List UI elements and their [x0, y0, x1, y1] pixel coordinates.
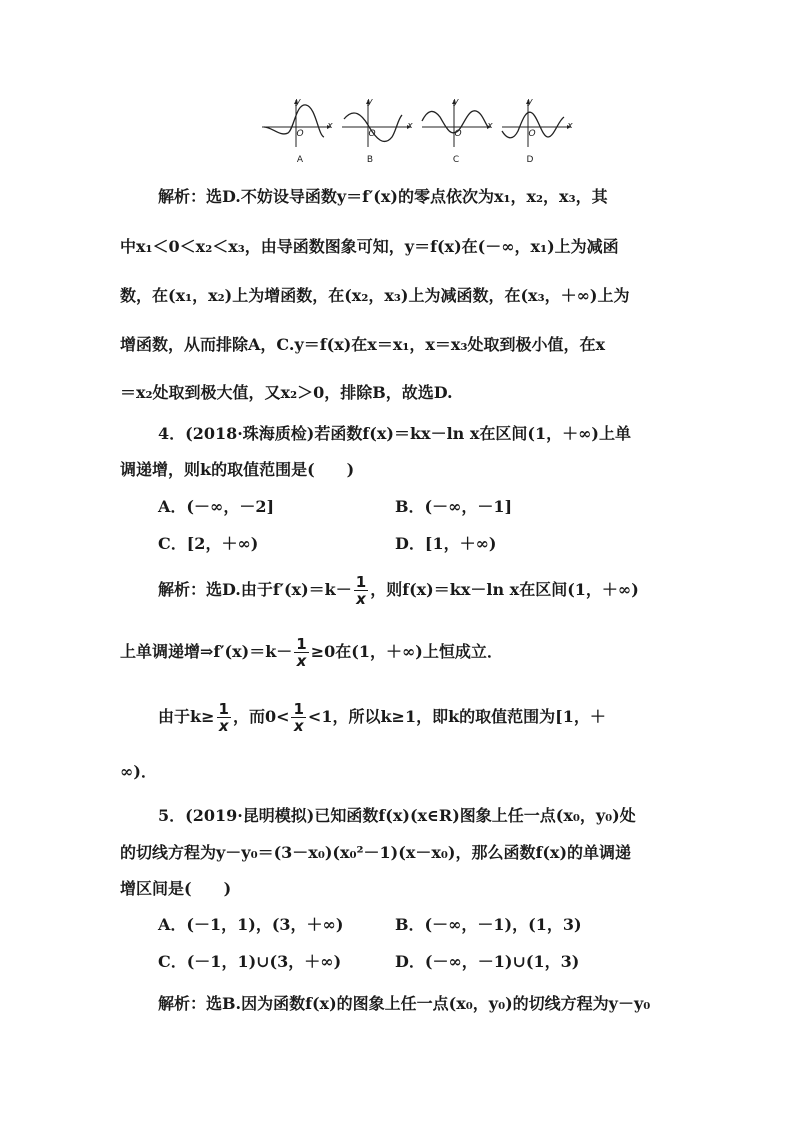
- q4-sol3-post: <1，所以k≥1，即k的取值范围为[1，＋: [307, 707, 606, 726]
- origin-label: O: [454, 129, 462, 139]
- origin-label: O: [368, 129, 376, 139]
- graph-option-d: [498, 95, 573, 170]
- fraction-denominator: x: [293, 717, 304, 735]
- fraction-one-over-x: [294, 636, 308, 669]
- fraction-numerator: 1: [296, 635, 307, 653]
- axis-y-label: y: [367, 97, 373, 107]
- q5-stem-line-2: 的切线方程为y－y₀＝(3－x₀)(x₀²－1)(x－x₀)，那么函数f(x)的单调递: [120, 843, 632, 862]
- fraction-denominator: x: [218, 717, 229, 735]
- graph-option-a: [258, 95, 333, 170]
- q5-option-c: C．(－1，1)∪(3，＋∞): [158, 952, 342, 971]
- q4-option-b: B．(－∞，－1]: [395, 497, 513, 516]
- q5-option-d: D．(－∞，－1)∪(1，3): [395, 952, 580, 971]
- axis-x-label: x: [487, 121, 493, 131]
- q4-sol1-pre: 解析：选D.由于f′(x)＝k－: [158, 580, 352, 599]
- q3-solution-line-1: 解析：选D.不妨设导函数y＝f′(x)的零点依次为x₁，x₂，x₃，其: [158, 187, 608, 206]
- axis-x-label: x: [407, 121, 413, 131]
- graph-option-b: [338, 95, 413, 170]
- graph-option-c: [418, 95, 493, 170]
- origin-label: O: [528, 129, 536, 139]
- q4-option-d: D．[1，＋∞): [395, 534, 497, 553]
- axis-y-label: y: [527, 97, 533, 107]
- fraction-numerator: 1: [293, 700, 304, 718]
- q5-stem-line-1: 5．(2019·昆明模拟)已知函数f(x)(x∈R)图象上任一点(x₀，y₀)处: [158, 806, 636, 825]
- q4-sol1-post: ，则f(x)＝kx－ln x在区间(1，＋∞): [370, 580, 639, 599]
- q4-option-a: A．(－∞，－2]: [158, 497, 275, 516]
- q3-solution-line-5: ＝x₂处取到极大值，又x₂＞0，排除B，故选D.: [120, 383, 453, 402]
- graph-label: D: [526, 155, 534, 165]
- axis-x-label: x: [567, 121, 573, 131]
- fraction-numerator: 1: [218, 700, 229, 718]
- q4-sol3-mid: ，而0<: [232, 707, 290, 726]
- graph-label: B: [366, 155, 374, 165]
- q4-sol3-pre: 由于k≥: [158, 707, 215, 726]
- q4-stem-line-1: 4．(2018·珠海质检)若函数f(x)＝kx－ln x在区间(1，＋∞)上单: [158, 424, 631, 443]
- graph-label: A: [296, 155, 304, 165]
- q3-solution-line-3: 数，在(x₁，x₂)上为增函数，在(x₂，x₃)上为减函数，在(x₃，＋∞)上为: [120, 286, 630, 305]
- graph-label: C: [452, 155, 460, 165]
- q3-solution-line-2: 中x₁＜0＜x₂＜x₃，由导函数图象可知，y＝f(x)在(－∞，x₁)上为减函: [120, 237, 619, 256]
- origin-label: O: [296, 129, 304, 139]
- q4-stem-line-2: 调递增，则k的取值范围是( ): [120, 460, 355, 479]
- axis-y-label: y: [295, 97, 301, 107]
- q4-option-c: C．[2，＋∞): [158, 534, 259, 553]
- axis-y-label: y: [453, 97, 459, 107]
- q5-solution-line-1: 解析：选B.因为函数f(x)的图象上任一点(x₀，y₀)的切线方程为y－y₀: [158, 994, 651, 1013]
- fraction-denominator: x: [356, 590, 366, 608]
- fraction-one-over-x: [291, 701, 305, 734]
- q4-sol2-pre: 上单调递增⇒f′(x)＝k－: [120, 642, 293, 661]
- q5-option-a: A．(－1，1)，(3，＋∞): [158, 915, 344, 934]
- q4-solution-line-1: [158, 570, 639, 610]
- derivative-graph-options: [258, 95, 578, 170]
- axis-x-label: x: [327, 121, 333, 131]
- q4-solution-line-2: [120, 632, 503, 672]
- fraction-one-over-x: [217, 701, 231, 734]
- q4-sol2-post: ≥0在(1，＋∞)上恒成立．: [310, 642, 503, 661]
- q5-option-b: B．(－∞，－1)，(1，3): [395, 915, 582, 934]
- fraction-one-over-x: [354, 574, 368, 607]
- q5-stem-line-3: 增区间是( ): [120, 879, 232, 898]
- q3-solution-line-4: 增函数，从而排除A，C.y＝f(x)在x＝x₁，x＝x₃处取到极小值，在x: [120, 335, 606, 354]
- q4-solution-line-4: ∞)．: [120, 762, 157, 781]
- fraction-numerator: 1: [355, 573, 367, 591]
- fraction-denominator: x: [296, 652, 307, 670]
- q4-solution-line-3: [158, 697, 606, 737]
